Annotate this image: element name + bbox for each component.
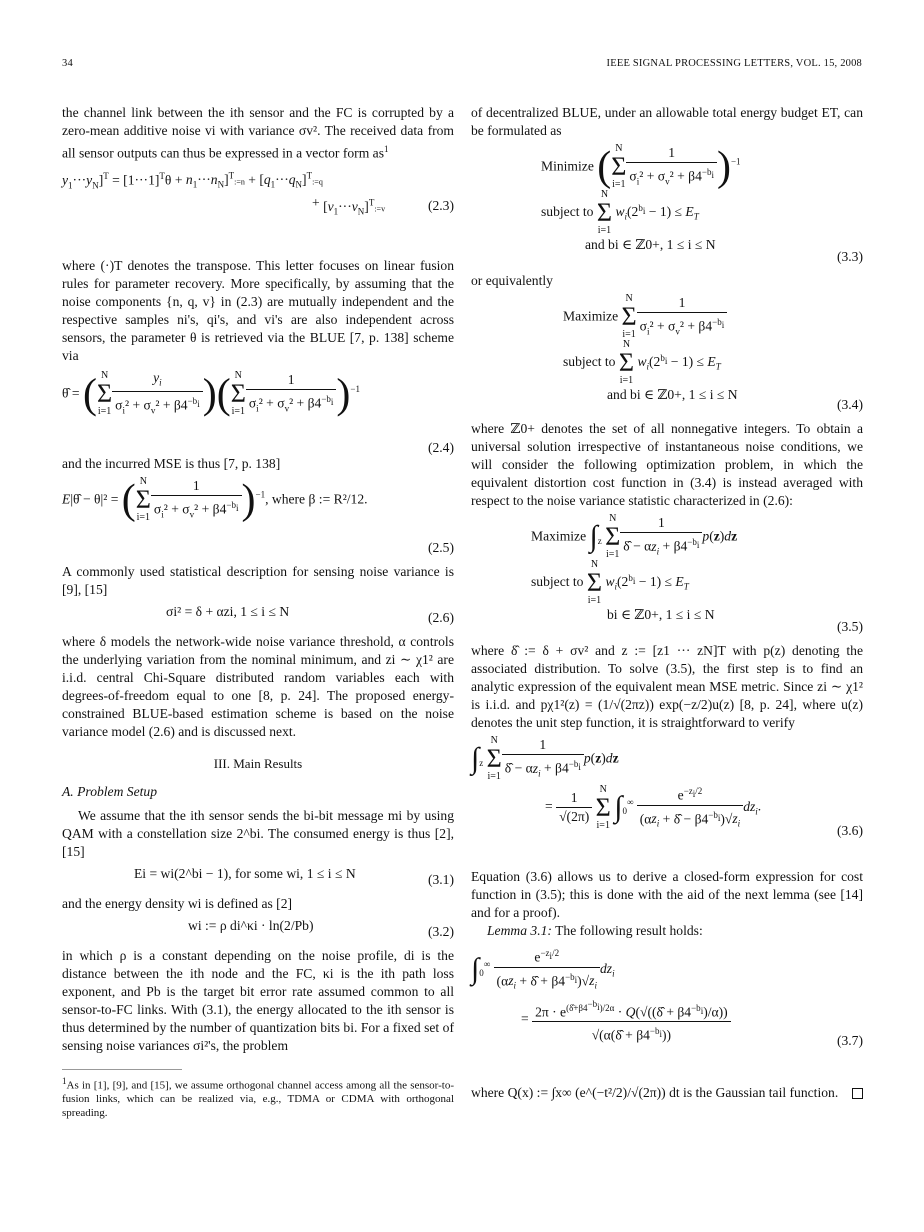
minimize-label: Minimize xyxy=(541,158,594,174)
equation-3-5: Maximize $\int_z$ N Σ i=1 $\frac{1}{\deltâ - \alpha z_i + \beta 4^{-b_i}}$ p(z)dz subject to N Σ i=1 $w_i(2^{b_i} - 1) \le E_T$ bi ∈ ℤ0+, 1 ≤ i ≤ N (3.5) xyxy=(471,514,863,638)
left-column xyxy=(62,104,454,1131)
subject-to-label: subject to xyxy=(531,574,584,590)
equation-text: Ei = wi(2^bi − 1), for some wi, 1 ≤ i ≤ N xyxy=(134,865,356,881)
footnote-text: As in [1], [9], and [15], we assume orthogonal channel access among all the sensor-to-fusion links, which can be realized via, e.g., TDMA or CDMA with orthogonal spreading. xyxy=(62,1079,454,1120)
paragraph: where δ̂ := δ + σv² and z := [z1 ··· zN]T with p(z) denoting the associated distribution. To solve (3.5), the first step is to find an analytic expression of the equivalent mean MSE metric. Since zi ∼ χ1² is i.i.d. and pχ1²(z) = (1/√(2πz)) exp(−z/2)u(z) [8, p. 24], where u(z) denotes the unit step function, it is straightforward to verify xyxy=(471,643,863,730)
equation-3-7: $\int_0^\infty$ $\frac{e^{-z_i/2}}{(\alpha z_i + \deltâ + \beta 4^{-b_i})√z_i}$ $dz_i$ = $\frac{2\pi \cdot e^{(\deltâ+\beta 4^{-b_i})/2\alpha} \cdot Q(√((\deltâ + \beta 4^{-b_i})/\alpha))}{√(\alpha(\deltâ + \beta 4^{-b_i}))}$ (3.7) xyxy=(471,944,863,1080)
paragraph: A commonly used statistical description for sensing noise variance is [9], [15] xyxy=(62,563,454,597)
equation-3-4: Maximize N Σ i=1 $\frac{1}{\sigma_i^2 + \sigma_v^2 + \beta 4^{-b_i}}$ subject to N Σ i=1 $w_i(2^{b_i} - 1) \le E_T$ and bi ∈ ℤ0+, 1 ≤ i ≤ N (3.4) xyxy=(471,294,863,416)
equation-2-4: θ̂ = ( N Σ i=1 $\frac{y_i}{\sigma_i^2 + \sigma_v^2 + \beta 4^{-b_i}}$ )( N Σ i=1 $\frac{1}{\sigma_i^2 + \sigma_v^2 + \beta 4^{-b_i}}$ )$^{-1}$ (2.4) xyxy=(62,369,454,455)
equation-3-1 xyxy=(62,865,454,891)
equation-3-2 xyxy=(62,917,454,943)
paragraph: of decentralized BLUE, under an allowable total energy budget ET, can be formulated as xyxy=(471,105,863,138)
paragraph: and the incurred MSE is thus [7, p. 138] xyxy=(62,455,281,471)
equation-2-5: E|θ̂ − θ|² = ( N Σ i=1 $\frac{1}{\sigma_i^2 + \sigma_v^2 + \beta 4^{-b_i}}$ )$^{-1}$, where β := R²/12. (2.5) xyxy=(62,475,454,555)
equation-number: (3.5) xyxy=(836,619,863,634)
equation-text: wi := ρ di^κi · ln(2/Pb) xyxy=(188,917,314,933)
equation-text: , where β := R²/12. xyxy=(265,490,368,506)
footnote-mark: 1 xyxy=(62,1075,67,1086)
lemma-text: The following result holds: xyxy=(555,923,703,938)
footnote xyxy=(62,1074,454,1121)
equation-number: (2.6) xyxy=(427,609,454,625)
equation-number: (3.4) xyxy=(836,397,863,412)
journal-header: IEEE SIGNAL PROCESSING LETTERS, VOL. 15, 2008 xyxy=(606,58,862,69)
paragraph xyxy=(471,1084,863,1102)
right-column xyxy=(471,104,863,1102)
paragraph xyxy=(62,104,454,163)
equation-2-3: $y_1\cdot\cdot\cdot y_N]^T = [1\cdot\cdot\cdot 1]^T\theta$ + $n_1\cdot\cdot\cdot n_N]^T:=n$ + $[q_1\cdot\cdot\cdot q_N]^T:=q$ + $[v_1\cdot\cdot\cdot v_N]^T:=v$ (2.3) xyxy=(62,170,454,218)
equation-number: (3.1) xyxy=(427,871,454,887)
qed-box xyxy=(852,1088,863,1099)
paragraph: where ℤ0+ denotes the set of all nonnegative integers. To obtain a universal solution irrespective of instantaneous noise conditions, we will consider the following optimization problem, in which the equivalent distortion cost function in (3.4) is instead averaged with respect to the noise variance statistic characterized in (2.6): xyxy=(471,421,863,508)
subsection-heading: A. Problem Setup xyxy=(62,783,158,799)
footnote-ref: 1 xyxy=(384,144,389,154)
equation-3-6: $\int_z$ N Σ i=1 $\frac{1}{\deltâ - \alpha z_i + \beta 4^{-b_i}}$ p(z)dz = $\frac{1}{√(2\pi)}$ N Σ i=1 $\int_0^\infty$ $\frac{e^{-z_i/2}}{(\alpha z_i + \deltâ - \beta 4^{-b_i})√z_i}$ $dz_i$. (3.6) xyxy=(471,735,863,838)
section-heading: III. Main Results xyxy=(213,755,303,771)
paragraph: and the energy density wi is defined as [2] xyxy=(62,895,293,911)
subject-to-label: subject to xyxy=(541,204,594,220)
constraint-text: and bi ∈ ℤ0+, 1 ≤ i ≤ N xyxy=(607,387,738,403)
equation-number: (3.3) xyxy=(836,249,863,264)
equation-text: σi² = δ + αzi, 1 ≤ i ≤ N xyxy=(166,603,290,619)
subject-to-label: subject to xyxy=(563,354,616,370)
paragraph: or equivalently xyxy=(471,273,553,288)
equation-3-3: Minimize ( N Σ i=1 $\frac{1}{\sigma_i^2 + \sigma_v^2 + \beta 4^{-b_i}}$ )$^{-1}$ subject to N Σ i=1 $w_i(2^{b_i} - 1) \le E_T$ and bi ∈ ℤ0+, 1 ≤ i ≤ N (3.3) xyxy=(471,144,863,268)
footnote-rule xyxy=(62,1069,182,1070)
paragraph: in which ρ is a constant depending on the noise profile, di is the distance between the ith node and the FC, κi is the ith path loss exponent, and Pb is the target bit error rate assumed common to all sensor-to-FC links. With (3.1), the energy allocated to the ith sensor is thus determined by the number of quantization bits bi. For a fixed set of sensing noise variances σi²'s, the problem xyxy=(62,947,454,1053)
equation-number: (3.7) xyxy=(836,1033,863,1048)
paragraph: where (·)T denotes the transpose. This letter focuses on linear fusion rules for parameter recovery. More specifically, by assuming that the noise components {n, q, v} in (2.3) are mutually independent and the respective samples ni's, qi's, and vi's are also independent across sensors, the parameter θ is retrieved via the BLUE [7, p. 138] scheme via xyxy=(62,257,454,363)
paragraph-text: the channel link between the ith sensor and the FC is corrupted by a zero-mean additive noise vi with variance σv². The received data from all sensor outputs can thus be expressed in a vector form as xyxy=(62,105,454,161)
lemma-label: Lemma 3.1: xyxy=(487,923,552,938)
maximize-label: Maximize xyxy=(563,308,619,324)
paragraph: We assume that the ith sensor sends the bi-bit message mi by using QAM with a constellation size 2^bi. The consumed energy is thus [2], [15] xyxy=(62,807,454,859)
equation-2-6 xyxy=(62,603,454,629)
paragraph: Equation (3.6) allows us to derive a closed-form expression for cost function in (3.5); this is done with the aid of the next lemma (see [14] and for a proof). xyxy=(471,869,863,920)
lemma xyxy=(471,922,863,940)
page-number: 34 xyxy=(62,58,73,69)
equation-number: (2.4) xyxy=(427,439,454,455)
constraint-text: bi ∈ ℤ0+, 1 ≤ i ≤ N xyxy=(607,607,715,623)
equation-number: (3.2) xyxy=(427,923,454,939)
equation-number: (3.6) xyxy=(836,823,863,838)
equation-number: (2.3) xyxy=(427,197,454,213)
constraint-text: and bi ∈ ℤ0+, 1 ≤ i ≤ N xyxy=(585,237,716,253)
maximize-label: Maximize xyxy=(531,528,587,544)
equation-number: (2.5) xyxy=(427,539,454,555)
paragraph: where δ models the network-wide noise variance threshold, α controls the underlying variation from the nominal minimum, and zi ∼ χ1² are i.i.d. central Chi-Square distributed random variables each with degrees-of-freedom equal to one [8, p. 24]. The proposed energy-constrained BLUE-based estimation scheme is based on the noise variance model (2.6) and is discussed next. xyxy=(62,633,454,739)
paragraph-text: where Q(x) := ∫x∞ (e^(−t²/2)/√(2π)) dt is the Gaussian tail function. xyxy=(471,1085,839,1100)
